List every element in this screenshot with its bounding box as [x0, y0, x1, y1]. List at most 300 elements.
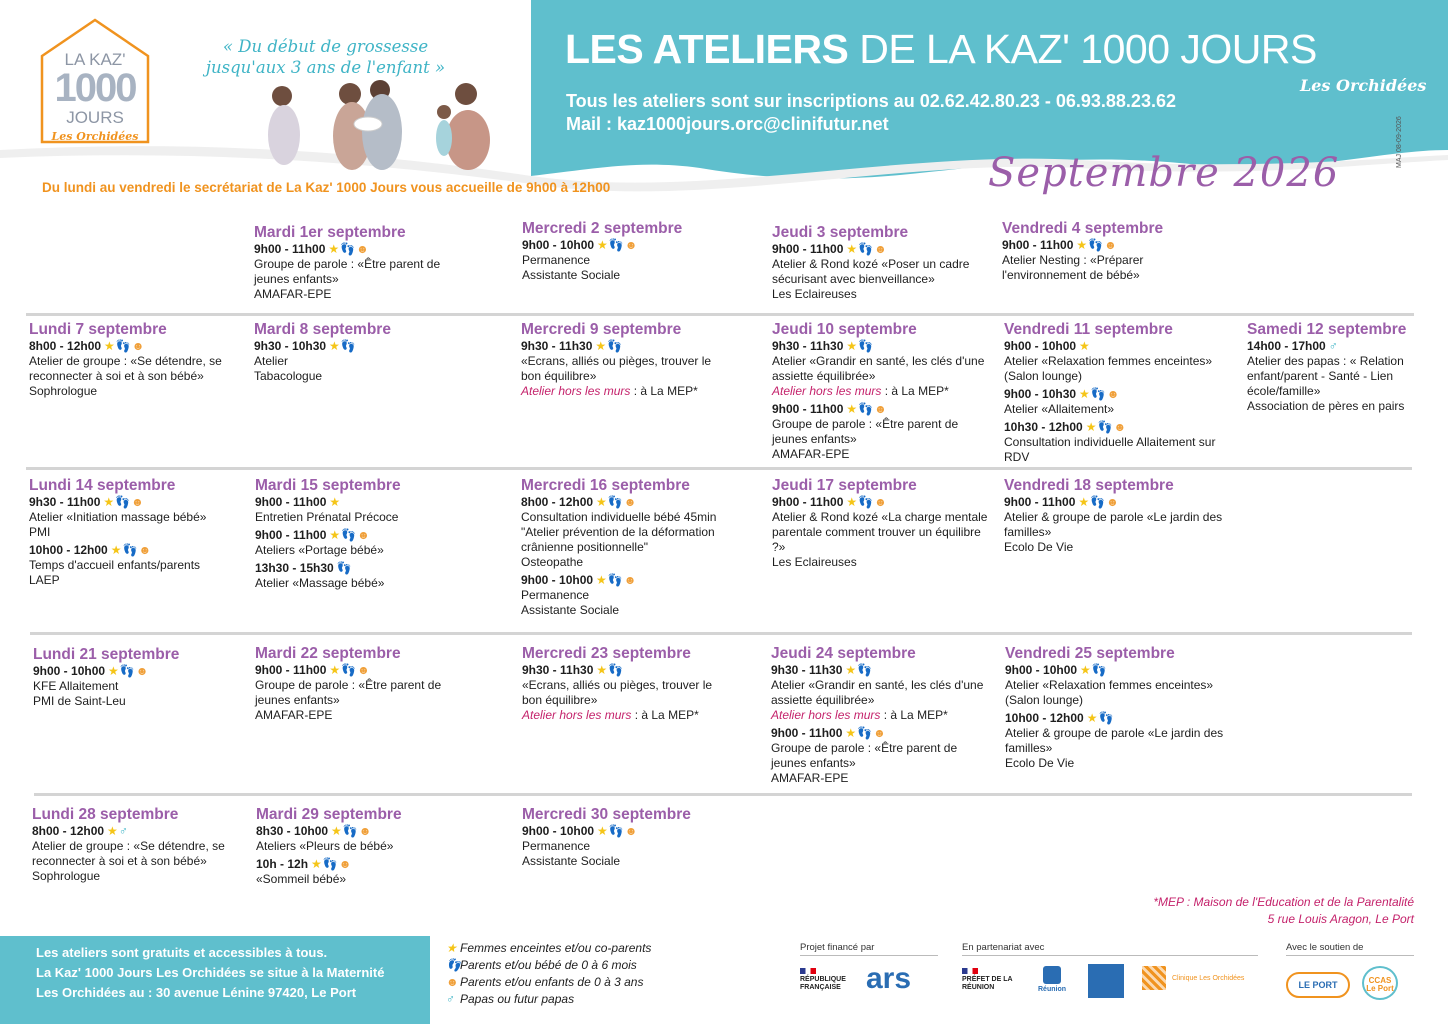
- audience-icons: [329, 495, 341, 509]
- event-time-row: [1247, 339, 1437, 354]
- day-date: Mardi 29 septembre: [256, 806, 402, 823]
- star-icon: ★: [1080, 663, 1091, 677]
- event-time: 9h00 - 10h30: [1004, 387, 1077, 401]
- event-line: AMAFAR-EPE: [772, 447, 850, 461]
- event-line: «Ecrans, alliés ou pièges, trouver le bon équilibre»: [522, 678, 713, 707]
- event-line: KFE Allaitement: [33, 679, 119, 693]
- day-date: Jeudi 10 septembre: [772, 321, 917, 338]
- event-line: Atelier «Allaitement»: [1004, 402, 1115, 416]
- star-icon: ★: [329, 495, 341, 509]
- event-time-row: [1005, 663, 1225, 678]
- event: [521, 339, 731, 399]
- star-icon: ★: [596, 663, 608, 677]
- row-separator: [34, 793, 1412, 796]
- event-line: Ateliers «Portage bébé»: [255, 543, 384, 557]
- star-icon: ★: [329, 528, 341, 542]
- event-line: Groupe de parole : «Être parent de jeunes enfants»: [255, 678, 442, 707]
- event: [771, 726, 991, 786]
- star-icon: ★: [331, 824, 342, 838]
- event-time: 13h30 - 15h30: [255, 561, 334, 575]
- mep-note: *MEP : Maison de l'Education et de la Parentalité 5 rue Louis Aragon, Le Port: [1153, 895, 1414, 926]
- event-time: 14h00 - 17h00: [1247, 339, 1326, 353]
- audience-icons: [1079, 339, 1091, 353]
- event-time-row: [1002, 238, 1202, 253]
- row-separator: [26, 467, 1412, 470]
- day-date: Vendredi 25 septembre: [1005, 645, 1175, 662]
- inscriptions-text: Tous les ateliers sont sur inscriptions au 02.62.42.80.23 - 06.93.88.23.62: [566, 91, 1176, 111]
- event-time-row: [772, 339, 992, 354]
- baby-feet-icon: 👣: [858, 495, 874, 509]
- star-icon: ★: [845, 726, 857, 740]
- legend-star: ★ Femmes enceintes et/ou co-parents: [446, 941, 652, 955]
- event: [772, 402, 992, 462]
- event-time: 8h00 - 12h00: [32, 824, 105, 838]
- baby-feet-icon: 👣: [608, 663, 624, 677]
- event-time: 9h00 - 10h00: [522, 824, 595, 838]
- event-line: Atelier «Initiation massage bébé»: [29, 510, 207, 524]
- star-icon: ★: [596, 573, 607, 587]
- event-time-row: [1004, 339, 1224, 354]
- event-line: PMI de Saint-Leu: [33, 694, 126, 708]
- event-time: 9h30 - 11h00: [29, 495, 101, 509]
- star-icon: ★: [446, 941, 457, 955]
- row-separator: [26, 313, 1414, 316]
- event-line: Atelier «Massage bébé»: [255, 576, 385, 590]
- star-icon: ★: [110, 543, 122, 557]
- event-time: 9h00 - 10h00: [33, 664, 106, 678]
- event: [522, 663, 732, 723]
- day-cell: [1004, 477, 1224, 555]
- event: [29, 543, 229, 588]
- event-line: Atelier & Rond kozé «La charge mentale parentale comment trouver un équilibre ?»: [772, 510, 988, 554]
- event-line: Atelier de groupe : «Se détendre, se reconnecter à soi et à son bébé»: [32, 839, 225, 868]
- day-cell: [1247, 321, 1437, 414]
- event-time-row: [33, 664, 233, 679]
- baby-feet-icon: 👣: [857, 726, 873, 740]
- event-line: Entretien Prénatal Précoce: [255, 510, 399, 524]
- leport-logo: LE PORT: [1286, 972, 1350, 998]
- event-time-row: [522, 238, 732, 253]
- reunion-logo: Réunion: [1034, 966, 1070, 994]
- baby-feet-icon: 👣: [858, 339, 874, 353]
- event-time-row: [521, 495, 731, 510]
- baby-feet-icon: 👣: [607, 573, 623, 587]
- event-time: 9h30 - 11h30: [771, 663, 843, 677]
- audience-icons: [845, 663, 873, 677]
- event-time: 9h00 - 11h00: [254, 242, 326, 256]
- day-date: Lundi 28 septembre: [32, 806, 179, 823]
- event-line: AMAFAR-EPE: [254, 287, 332, 301]
- baby-face-icon: ☻: [338, 857, 352, 871]
- star-icon: ★: [1085, 420, 1097, 434]
- outside-workshop-note: [771, 708, 991, 723]
- orchidees-logo: [1142, 966, 1166, 990]
- outside-label: Atelier hors les murs: [772, 384, 882, 398]
- event-line: Atelier «Relaxation femmes enceintes» (Salon lounge): [1005, 678, 1214, 707]
- day-date: Lundi 7 septembre: [29, 321, 167, 338]
- audience-icons: [846, 242, 887, 256]
- event-time-row: [522, 824, 732, 839]
- day-cell: [1002, 220, 1202, 283]
- event-time-row: [32, 824, 232, 839]
- event-line: Atelier & groupe de parole «Le jardin des familles»: [1004, 510, 1223, 539]
- day-cell: [29, 477, 229, 588]
- day-cell: [522, 645, 732, 723]
- event: [254, 242, 454, 302]
- audience-icons: [328, 242, 369, 256]
- baby-face-icon: ☻: [357, 663, 370, 677]
- event-line: PMI: [29, 525, 51, 539]
- star-icon: ★: [104, 339, 115, 353]
- day-date: Mardi 1er septembre: [254, 224, 406, 241]
- footer-info: Les ateliers sont gratuits et accessibles à tous. La Kaz' 1000 Jours Les Orchidées se situe à la Maternité Les Orchidées au : 30 avenue Lénine 97420, Le Port: [0, 936, 430, 1024]
- outside-label: Atelier hors les murs: [771, 708, 881, 722]
- legend-man: ♂ Papas ou futur papas: [446, 992, 575, 1006]
- event-line: Atelier: [254, 354, 289, 368]
- event-time-row: [255, 663, 455, 678]
- audience-icons: [104, 339, 145, 353]
- event-time: 8h00 - 12h00: [29, 339, 102, 353]
- audience-icons: [596, 573, 637, 587]
- day-cell: [772, 321, 992, 462]
- event-time-row: [771, 726, 991, 741]
- star-icon: ★: [107, 824, 118, 838]
- baby-face-icon: ☻: [874, 495, 887, 509]
- day-cell: [255, 477, 455, 591]
- event-time-row: [772, 402, 992, 417]
- outside-label: Atelier hors les murs: [522, 708, 632, 722]
- event-time: 10h - 12h: [256, 857, 309, 871]
- star-icon: ★: [845, 663, 857, 677]
- day-date: Samedi 12 septembre: [1247, 321, 1407, 338]
- audience-icons: [596, 495, 637, 509]
- baby-face-icon: ☻: [874, 402, 887, 416]
- star-icon: ★: [1076, 238, 1088, 252]
- audience-icons: [846, 339, 874, 353]
- day-date: Mercredi 16 septembre: [521, 477, 690, 494]
- event-line: Consultation individuelle bébé 45min: [521, 510, 717, 524]
- day-date: Lundi 21 septembre: [33, 646, 180, 663]
- event-time: 8h30 - 10h00: [256, 824, 329, 838]
- event-line: Osteopathe: [521, 555, 584, 569]
- event-time-row: [255, 561, 455, 576]
- event: [255, 495, 455, 525]
- star-icon: ★: [1079, 387, 1090, 401]
- star-icon: ★: [846, 242, 858, 256]
- star-icon: ★: [846, 402, 858, 416]
- event-line: Atelier «Grandir en santé, les clés d'une assiette équilibrée»: [771, 678, 984, 707]
- event-line: Ecolo De Vie: [1004, 540, 1074, 554]
- day-cell: [255, 645, 455, 723]
- outside-location: : à La MEP*: [631, 708, 699, 722]
- day-cell: [772, 477, 992, 570]
- header: [0, 0, 1448, 205]
- baby-feet-icon: 👣: [341, 663, 357, 677]
- baby-face-icon: ☻: [356, 242, 369, 256]
- outside-location: : à La MEP*: [880, 708, 948, 722]
- baby-feet-icon: 👣: [1090, 495, 1106, 509]
- day-cell: [33, 646, 233, 709]
- support-label: Avec le soutien de: [1286, 942, 1364, 953]
- event: [29, 339, 229, 399]
- event-line: Atelier de groupe : «Se détendre, se reconnecter à soi et à son bébé»: [29, 354, 222, 383]
- day-cell: [772, 224, 982, 302]
- update-date: MAJ 08-09-2026: [1396, 116, 1403, 168]
- day-cell: [521, 321, 731, 399]
- outside-location: : à La MEP*: [881, 384, 949, 398]
- day-cell: [771, 645, 991, 786]
- baby-feet-icon: 👣: [607, 495, 623, 509]
- day-cell: [522, 806, 732, 869]
- baby-feet-icon: 👣: [342, 824, 358, 838]
- audience-icons: [103, 495, 144, 509]
- divider: [1286, 955, 1414, 956]
- event-line: «Sommeil bébé»: [256, 872, 347, 886]
- tagline: « Du début de grossesse jusqu'aux 3 ans de l'enfant »: [205, 37, 446, 77]
- event-line: "Atelier prévention de la déformation crânienne positionnelle": [521, 525, 715, 554]
- audience-icons: [846, 495, 887, 509]
- star-icon: ★: [597, 824, 608, 838]
- event-time-row: [256, 857, 456, 872]
- event-time-row: [772, 242, 982, 257]
- baby-face-icon: ☻: [623, 495, 637, 509]
- star-icon: ★: [846, 495, 858, 509]
- event-time: 10h30 - 12h00: [1004, 420, 1083, 434]
- event: [255, 561, 455, 591]
- event-line: Atelier & Rond kozé «Poser un cadre sécurisant avec bienveillance»: [772, 257, 970, 286]
- outside-location: : à La MEP*: [630, 384, 698, 398]
- event-line: Les Eclaireuses: [772, 555, 857, 569]
- baby-face-icon: ☻: [624, 824, 638, 838]
- event: [772, 495, 992, 570]
- baby-face-icon: ☻: [623, 573, 637, 587]
- subtitle: Les Orchidées: [1300, 76, 1427, 95]
- event-line: Temps d'accueil enfants/parents: [29, 558, 201, 572]
- event-time-row: [1005, 711, 1225, 726]
- event-line: Association de pères en pairs: [1247, 399, 1405, 413]
- event-line: Assistante Sociale: [522, 268, 621, 282]
- audience-icons: [1079, 387, 1120, 401]
- event: [255, 663, 455, 723]
- baby-feet-icon: 👣: [1091, 663, 1107, 677]
- outside-workshop-note: [522, 708, 732, 723]
- event-time-row: [1004, 420, 1224, 435]
- baby-feet-icon: 👣: [858, 242, 874, 256]
- event: [1005, 711, 1225, 771]
- baby-feet-icon: 👣: [446, 958, 461, 972]
- legend-baby: ☻Parents et/ou enfants de 0 à 3 ans: [446, 975, 644, 989]
- baby-face-icon: ☻: [1113, 420, 1127, 434]
- event-time-row: [254, 339, 454, 354]
- event-time: 9h00 - 10h00: [1005, 663, 1078, 677]
- event: [1247, 339, 1437, 414]
- event-time: 9h00 - 11h00: [772, 242, 844, 256]
- baby-feet-icon: 👣: [857, 663, 873, 677]
- baby-feet-icon: 👣: [1090, 387, 1106, 401]
- star-icon: ★: [328, 242, 340, 256]
- ccas-logo: CCAS Le Port: [1362, 966, 1398, 1000]
- audience-icons: [1086, 420, 1127, 434]
- caf-logo: [1088, 964, 1124, 998]
- day-date: Mercredi 30 septembre: [522, 806, 691, 823]
- day-date: Lundi 14 septembre: [29, 477, 176, 494]
- event-time: 9h30 - 11h30: [521, 339, 593, 353]
- event: [1005, 663, 1225, 708]
- baby-face-icon: ☻: [1104, 238, 1117, 252]
- event: [255, 528, 455, 558]
- event-line: Groupe de parole : «Être parent de jeunes enfants»: [771, 741, 958, 770]
- baby-feet-icon: 👣: [340, 339, 356, 353]
- event-line: AMAFAR-EPE: [255, 708, 333, 722]
- event: [29, 495, 229, 540]
- father-icon: ♂: [1328, 339, 1338, 353]
- baby-feet-icon: 👣: [340, 242, 356, 256]
- day-cell: [29, 321, 229, 399]
- day-date: Vendredi 11 septembre: [1004, 321, 1173, 338]
- day-cell: [1004, 321, 1224, 465]
- event: [1002, 238, 1202, 283]
- day-date: Vendredi 4 septembre: [1002, 220, 1164, 237]
- event-time: 10h00 - 12h00: [29, 543, 108, 557]
- event: [32, 824, 232, 884]
- event-time: 9h00 - 10h00: [521, 573, 594, 587]
- event-line: Tabacologue: [254, 369, 323, 383]
- baby-face-icon: ☻: [873, 726, 886, 740]
- event: [772, 339, 992, 399]
- event-time-row: [1004, 387, 1224, 402]
- baby-feet-icon: 👣: [1098, 711, 1114, 725]
- month-title: Septembre 2026: [988, 150, 1340, 196]
- event-time: 9h00 - 11h00: [255, 663, 327, 677]
- audience-icons: [597, 824, 638, 838]
- event-time-row: [1004, 495, 1224, 510]
- event-time-row: [254, 242, 454, 257]
- event-time: 9h00 - 11h00: [1004, 495, 1076, 509]
- baby-feet-icon: 👣: [1088, 238, 1104, 252]
- event-time: 8h00 - 12h00: [521, 495, 594, 509]
- star-icon: ★: [595, 339, 607, 353]
- day-cell: [522, 220, 732, 283]
- star-icon: ★: [596, 495, 607, 509]
- event-time-row: [29, 543, 229, 558]
- father-icon: ♂: [118, 824, 128, 838]
- event-time: 9h00 - 11h00: [772, 402, 844, 416]
- event: [771, 663, 991, 723]
- day-date: Mercredi 23 septembre: [522, 645, 691, 662]
- day-date: Jeudi 3 septembre: [772, 224, 909, 241]
- event-time: 9h00 - 11h00: [771, 726, 843, 740]
- baby-feet-icon: 👣: [1097, 420, 1113, 434]
- event-time: 9h00 - 10h00: [1004, 339, 1077, 353]
- event-time: 9h00 - 11h00: [255, 528, 327, 542]
- event-line: Consultation individuelle Allaitement sur RDV: [1004, 435, 1216, 464]
- day-date: Jeudi 17 septembre: [772, 477, 917, 494]
- event-time-row: [29, 495, 229, 510]
- baby-feet-icon: 👣: [115, 339, 131, 353]
- event-line: Permanence: [522, 839, 591, 853]
- event-time: 9h00 - 10h00: [522, 238, 595, 252]
- event: [256, 857, 456, 887]
- event-time-row: [772, 495, 992, 510]
- day-date: Vendredi 18 septembre: [1004, 477, 1174, 494]
- audience-icons: [1076, 238, 1117, 252]
- star-icon: ★: [329, 663, 341, 677]
- father-icon: ♂: [446, 992, 455, 1006]
- star-icon: ★: [1086, 711, 1098, 725]
- event-line: Les Eclaireuses: [772, 287, 857, 301]
- event-time: 9h30 - 11h30: [772, 339, 844, 353]
- day-date: Mercredi 2 septembre: [522, 220, 683, 237]
- audience-icons: [329, 528, 370, 542]
- event-line: Atelier & groupe de parole «Le jardin des familles»: [1005, 726, 1224, 755]
- event-line: Atelier Nesting : «Préparer l'environnement de bébé»: [1002, 253, 1144, 282]
- day-date: Mardi 15 septembre: [255, 477, 401, 494]
- event: [521, 573, 731, 618]
- row-separator: [30, 632, 1412, 635]
- event-line: Assistante Sociale: [521, 603, 620, 617]
- event-time-row: [255, 495, 455, 510]
- baby-feet-icon: 👣: [122, 543, 138, 557]
- event-line: Atelier «Relaxation femmes enceintes» (Salon lounge): [1004, 354, 1213, 383]
- audience-icons: [596, 663, 624, 677]
- baby-feet-icon: 👣: [341, 528, 357, 542]
- event-line: Ateliers «Pleurs de bébé»: [256, 839, 394, 853]
- baby-face-icon: ☻: [135, 664, 149, 678]
- event: [522, 824, 732, 869]
- day-date: Mercredi 9 septembre: [521, 321, 682, 338]
- clinique-label: Clinique Les Orchidées: [1172, 975, 1245, 982]
- ars-logo: ars: [866, 962, 912, 995]
- event: [522, 238, 732, 283]
- event-time-row: [256, 824, 456, 839]
- event-time-row: [521, 339, 731, 354]
- audience-icons: [331, 824, 372, 838]
- outside-workshop-note: [521, 384, 731, 399]
- event-line: Atelier «Grandir en santé, les clés d'une assiette équilibrée»: [772, 354, 985, 383]
- day-date: Mardi 22 septembre: [255, 645, 401, 662]
- audience-icons: [846, 402, 887, 416]
- audience-icons: [329, 339, 357, 353]
- event-time: 9h00 - 11h00: [772, 495, 844, 509]
- day-cell: [32, 806, 232, 884]
- event-time: 9h30 - 10h30: [254, 339, 327, 353]
- day-cell: [254, 321, 454, 384]
- baby-feet-icon: 👣: [858, 402, 874, 416]
- event-line: Sophrologue: [32, 869, 101, 883]
- audience-icons: [337, 561, 353, 575]
- event: [256, 824, 456, 854]
- divider: [800, 955, 938, 956]
- audience-icons: [329, 663, 370, 677]
- event: [772, 242, 982, 302]
- event: [1004, 420, 1224, 465]
- star-icon: ★: [329, 339, 340, 353]
- divider: [962, 955, 1258, 956]
- event-time-row: [522, 663, 732, 678]
- baby-face-icon: ☻: [446, 975, 459, 989]
- day-cell: [256, 806, 456, 887]
- day-cell: [1005, 645, 1225, 771]
- day-date: Jeudi 24 septembre: [771, 645, 916, 662]
- audience-icons: [108, 664, 149, 678]
- audience-icons: [1080, 663, 1108, 677]
- baby-face-icon: ☻: [624, 238, 638, 252]
- event: [1004, 495, 1224, 555]
- event-time: 9h00 - 11h00: [255, 495, 327, 509]
- day-date: Mardi 8 septembre: [254, 321, 391, 338]
- audience-icons: [1329, 339, 1339, 353]
- star-icon: ★: [108, 664, 119, 678]
